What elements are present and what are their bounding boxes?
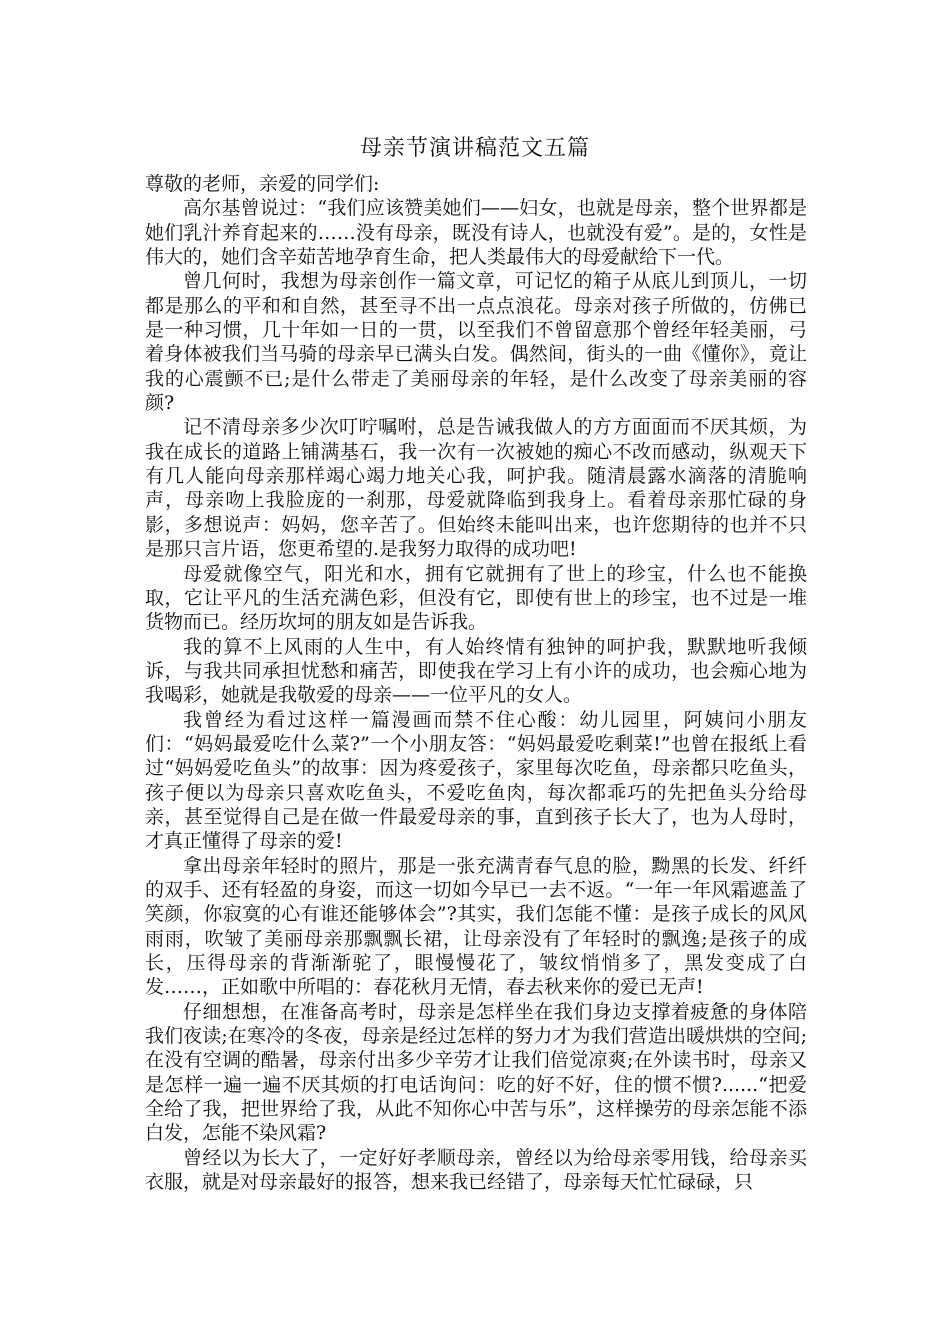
paragraph-fish-head-story: 我曾经为看过这样一篇漫画而禁不住心酸：幼儿园里，阿姨问小朋友们：“妈妈最爱吃什么菜?”一个小朋友答：“妈妈最爱吃剩菜!”也曾在报纸上看过“妈妈爱吃鱼头”的故事：因为疼爱孩子，家里每次吃鱼，母亲都只吃鱼头，孩子便以为母亲只喜欢吃鱼头，不爱吃鱼肉，每次都乖巧的先把鱼头分给母亲，甚至觉得自己是在做一件最爱母亲的事，直到孩子长大了，也为人母时，才真正懂得了母亲的爱! [145, 708, 807, 853]
document-title: 母亲节演讲稿范文五篇 [359, 136, 590, 161]
paragraph-mother-advice: 记不清母亲多少次叮咛嘱咐，总是告诫我做人的方方面面而不厌其烦，为我在成长的道路上铺满基石，我一次有一次被她的痴心不改而感动，纵观天下有几人能向母亲那样竭心竭力地关心我，呵护我。随清晨露水滴落的清脆响声，母亲吻上我脸庞的一刹那，母爱就降临到我身上。看着母亲那忙碌的身影，多想说声：妈妈，您辛苦了。但始终未能叫出来，也许您期待的也并不只是那只言片语，您更希望的.是我努力取得的成功吧! [145, 416, 807, 561]
greeting-line: 尊敬的老师，亲爱的同学们: [145, 173, 380, 195]
paragraph-memory-box: 曾几何时，我想为母亲创作一篇文章，可记忆的箱子从底儿到顶儿，一切都是那么的平和和自然，甚至寻不出一点点浪花。母亲对孩子所做的，仿佛已是一种习惯，几十年如一日的一贯，以至我们不曾留意那个曾经年轻美丽，弓着身体被我们当马骑的母亲早已满头白发。偶然间，街头的一曲《懂你》，竟让我的心震颤不已;是什么带走了美丽母亲的年轻，是什么改变了母亲美丽的容颜? [145, 270, 807, 415]
paragraph-quote-gorky: 高尔基曾说过：“我们应该赞美她们——妇女，也就是母亲，整个世界都是她们乳汁养育起来的……没有母亲，既没有诗人，也就没有爱”。是的，女性是伟大的，她们含辛茹苦地孕育生命，把人类最伟大的母爱献给下一代。 [145, 197, 807, 269]
paragraph-love-like-air: 母爱就像空气，阳光和水，拥有它就拥有了世上的珍宝，什么也不能换取，它让平凡的生活充满色彩，但没有它，即使有世上的珍宝，也不过是一堆货物而已。经历坎坷的朋友如是告诉我。 [145, 562, 807, 634]
paragraph-exam-nights: 仔细想想，在准备高考时，母亲是怎样坐在我们身边支撑着疲惫的身体陪我们夜读;在寒冷的冬夜，母亲是经过怎样的努力才为我们营造出暖烘烘的空间;在没有空调的酷暑，母亲付出多少辛劳才让我们倍觉凉爽;在外读书时，母亲又是怎样一遍一遍不厌其烦的打电话询问：吃的好不好，住的惯不惯?......“把爱全给了我，把世界给了我，从此不知你心中苦与乐”，这样操劳的母亲怎能不添白发，怎能不染风霜? [145, 1000, 807, 1145]
document-body [145, 172, 807, 1194]
paragraph-filial-piety: 曾经以为长大了，一定好好孝顺母亲，曾经以为给母亲零用钱，给母亲买衣服，就是对母亲最好的报答，想来我已经错了，母亲每天忙忙碌碌，只 [145, 1146, 807, 1194]
paragraph-ordinary-woman: 我的算不上风雨的人生中，有人始终情有独钟的呵护我，默默地听我倾诉，与我共同承担忧愁和痛苦，即使我在学习上有小许的成功，也会痴心地为我喝彩，她就是我敬爱的母亲——一位平凡的女人。 [145, 635, 807, 707]
paragraph-young-photo: 拿出母亲年轻时的照片，那是一张充满青春气息的脸，黝黑的长发、纤纤的双手、还有轻盈的身姿，而这一切如今早已一去不返。“一年一年风霜遮盖了笑颜，你寂寞的心有谁还能够体会”?其实，我们怎能不懂：是孩子成长的风风雨雨，吹皱了美丽母亲那飘飘长裙，让母亲没有了年轻时的飘逸;是孩子的成长，压得母亲的背渐渐驼了，眼慢慢花了，皱纹悄悄多了，黑发变成了白发……，正如歌中所唱的：春花秋月无情，春去秋来你的爱已无声! [145, 854, 807, 999]
